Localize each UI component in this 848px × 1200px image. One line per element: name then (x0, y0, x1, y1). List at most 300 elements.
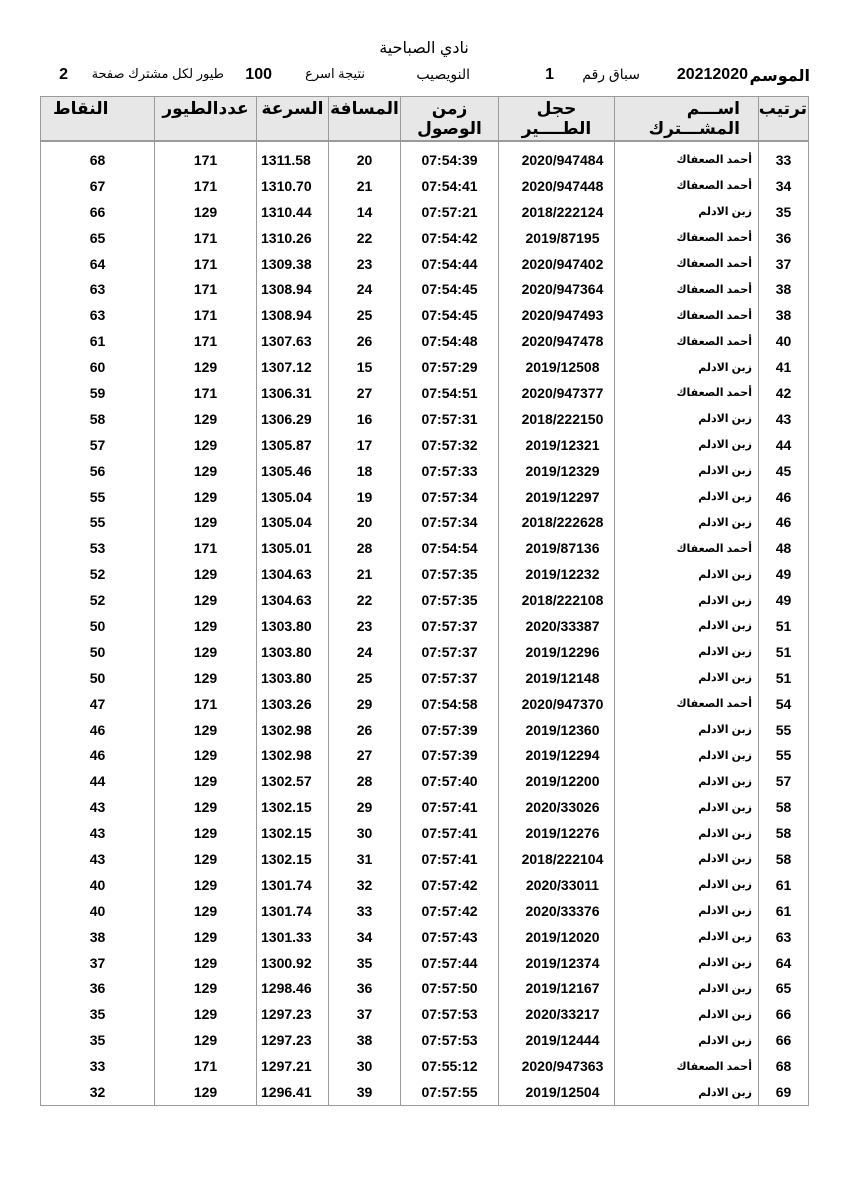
birds-count-cell: 129 (155, 639, 257, 665)
col-header-rank: ترتيب (759, 97, 809, 142)
birds-count-cell: 171 (155, 328, 257, 354)
birds-count-cell: 129 (155, 768, 257, 794)
points-cell: 46 (41, 717, 155, 743)
member-name-cell: زبن الادلم (615, 1027, 759, 1053)
bird-ring-cell: 2019/12148 (499, 665, 615, 691)
rank-cell: 48 (759, 535, 809, 561)
points-cell: 43 (41, 794, 155, 820)
table-row (41, 458, 809, 484)
table-row (41, 380, 809, 406)
rank-cell: 33 (759, 147, 809, 173)
season-label: الموسم (749, 68, 810, 85)
arrival-time-cell: 07:57:33 (401, 458, 499, 484)
rank-cell: 37 (759, 251, 809, 277)
season-value: 20212020 (676, 66, 748, 83)
arrival-time-cell: 07:57:31 (401, 406, 499, 432)
arrival-time-cell: 07:57:34 (401, 509, 499, 535)
bird-ring-cell: 2018/222108 (499, 587, 615, 613)
member-name-cell: زبن الادلم (615, 613, 759, 639)
arrival-time-cell: 07:57:39 (401, 742, 499, 768)
points-cell: 50 (41, 613, 155, 639)
member-name-cell: زبن الادلم (615, 820, 759, 846)
bird-ring-cell: 2020/947448 (499, 173, 615, 199)
table-row (41, 173, 809, 199)
arrival-time-cell: 07:57:43 (401, 924, 499, 950)
bird-ring-cell: 2020/33217 (499, 1001, 615, 1027)
table-row (41, 199, 809, 225)
speed-cell: 1301.74 (257, 872, 329, 898)
distance-cell: 21 (329, 561, 401, 587)
distance-cell: 27 (329, 380, 401, 406)
rank-cell: 49 (759, 587, 809, 613)
speed-cell: 1306.31 (257, 380, 329, 406)
bird-ring-cell: 2019/87136 (499, 535, 615, 561)
birds-count-cell: 171 (155, 225, 257, 251)
birds-count-cell: 171 (155, 173, 257, 199)
points-cell: 67 (41, 173, 155, 199)
points-cell: 58 (41, 406, 155, 432)
points-cell: 57 (41, 432, 155, 458)
arrival-time-cell: 07:57:44 (401, 950, 499, 976)
col-header-points: النقاط (41, 97, 155, 142)
points-cell: 33 (41, 1053, 155, 1079)
rank-cell: 66 (759, 1001, 809, 1027)
arrival-time-cell: 07:57:37 (401, 665, 499, 691)
rank-cell: 44 (759, 432, 809, 458)
birds-count-cell: 129 (155, 199, 257, 225)
rank-cell: 61 (759, 872, 809, 898)
bird-ring-cell: 2019/12329 (499, 458, 615, 484)
speed-cell: 1305.87 (257, 432, 329, 458)
birds-count: 100 (245, 66, 272, 83)
birds-count-cell: 129 (155, 1079, 257, 1105)
arrival-time-cell: 07:54:42 (401, 225, 499, 251)
points-cell: 68 (41, 147, 155, 173)
arrival-time-cell: 07:54:45 (401, 302, 499, 328)
arrival-time-cell: 07:54:54 (401, 535, 499, 561)
points-cell: 53 (41, 535, 155, 561)
arrival-time-cell: 07:57:29 (401, 354, 499, 380)
table-row (41, 484, 809, 510)
arrival-time-cell: 07:57:42 (401, 898, 499, 924)
points-cell: 35 (41, 1027, 155, 1053)
birds-count-cell: 129 (155, 717, 257, 743)
bird-ring-cell: 2019/87195 (499, 225, 615, 251)
rank-cell: 38 (759, 302, 809, 328)
table-row (41, 924, 809, 950)
member-name-cell: زبن الادلم (615, 794, 759, 820)
member-name-cell: زبن الادلم (615, 587, 759, 613)
col-header-bird-ring: حجل الطــــير (499, 97, 615, 142)
birds-count-cell: 129 (155, 613, 257, 639)
bird-ring-cell: 2020/947493 (499, 302, 615, 328)
birds-count-cell: 129 (155, 458, 257, 484)
table-row (41, 406, 809, 432)
member-name-cell: أحمد الصعفاك (615, 380, 759, 406)
points-cell: 66 (41, 199, 155, 225)
bird-ring-cell: 2019/12374 (499, 950, 615, 976)
arrival-time-cell: 07:54:41 (401, 173, 499, 199)
table-row (41, 717, 809, 743)
distance-cell: 27 (329, 742, 401, 768)
table-row (41, 872, 809, 898)
speed-cell: 1303.26 (257, 691, 329, 717)
rank-cell: 36 (759, 225, 809, 251)
points-cell: 52 (41, 587, 155, 613)
result-type: نتيجة اسرع (305, 66, 365, 81)
rank-cell: 40 (759, 328, 809, 354)
member-name-cell: أحمد الصعفاك (615, 251, 759, 277)
table-row (41, 639, 809, 665)
member-name-cell: زبن الادلم (615, 639, 759, 665)
member-name-cell: أحمد الصعفاك (615, 173, 759, 199)
table-row (41, 1001, 809, 1027)
birds-count-cell: 129 (155, 1027, 257, 1053)
points-cell: 40 (41, 898, 155, 924)
points-cell: 43 (41, 846, 155, 872)
speed-cell: 1305.04 (257, 509, 329, 535)
arrival-time-cell: 07:57:53 (401, 1001, 499, 1027)
points-cell: 36 (41, 976, 155, 1002)
distance-cell: 14 (329, 199, 401, 225)
distance-cell: 28 (329, 535, 401, 561)
bird-ring-cell: 2019/12232 (499, 561, 615, 587)
distance-cell: 30 (329, 1053, 401, 1079)
speed-cell: 1309.38 (257, 251, 329, 277)
distance-cell: 23 (329, 613, 401, 639)
points-cell: 47 (41, 691, 155, 717)
col-header-arrival-time: زمن الوصول (401, 97, 499, 142)
arrival-time-cell: 07:57:40 (401, 768, 499, 794)
points-cell: 52 (41, 561, 155, 587)
col-header-birds-count: عددالطيور (155, 97, 257, 142)
member-name-cell: أحمد الصعفاك (615, 276, 759, 302)
table-row (41, 251, 809, 277)
speed-cell: 1310.44 (257, 199, 329, 225)
bird-ring-cell: 2019/12296 (499, 639, 615, 665)
birds-count-cell: 129 (155, 898, 257, 924)
distance-cell: 24 (329, 276, 401, 302)
birds-count-cell: 129 (155, 406, 257, 432)
speed-cell: 1308.94 (257, 302, 329, 328)
member-name-cell: زبن الادلم (615, 924, 759, 950)
race-results-table (40, 96, 809, 1106)
birds-count-cell: 129 (155, 924, 257, 950)
arrival-time-cell: 07:57:41 (401, 794, 499, 820)
member-name-cell: أحمد الصعفاك (615, 302, 759, 328)
distance-cell: 25 (329, 665, 401, 691)
rank-cell: 38 (759, 276, 809, 302)
distance-cell: 25 (329, 302, 401, 328)
distance-cell: 26 (329, 717, 401, 743)
speed-cell: 1310.26 (257, 225, 329, 251)
distance-cell: 22 (329, 587, 401, 613)
member-name-cell: زبن الادلم (615, 846, 759, 872)
bird-ring-cell: 2020/947370 (499, 691, 615, 717)
member-name-cell: زبن الادلم (615, 742, 759, 768)
bird-ring-cell: 2019/12508 (499, 354, 615, 380)
birds-count-cell: 129 (155, 742, 257, 768)
table-row (41, 976, 809, 1002)
table-row (41, 691, 809, 717)
distance-cell: 32 (329, 872, 401, 898)
arrival-time-cell: 07:57:32 (401, 432, 499, 458)
table-row (41, 1079, 809, 1105)
arrival-time-cell: 07:57:41 (401, 846, 499, 872)
distance-cell: 16 (329, 406, 401, 432)
points-cell: 40 (41, 872, 155, 898)
arrival-time-cell: 07:57:39 (401, 717, 499, 743)
bird-ring-cell: 2018/222124 (499, 199, 615, 225)
rank-cell: 58 (759, 820, 809, 846)
bird-ring-cell: 2020/947478 (499, 328, 615, 354)
bird-ring-cell: 2019/12444 (499, 1027, 615, 1053)
birds-count-cell: 171 (155, 380, 257, 406)
distance-cell: 39 (329, 1079, 401, 1105)
bird-ring-cell: 2020/33011 (499, 872, 615, 898)
rank-cell: 69 (759, 1079, 809, 1105)
rank-cell: 46 (759, 484, 809, 510)
distance-cell: 35 (329, 950, 401, 976)
member-name-cell: زبن الادلم (615, 872, 759, 898)
distance-cell: 33 (329, 898, 401, 924)
arrival-time-cell: 07:57:41 (401, 820, 499, 846)
arrival-time-cell: 07:57:34 (401, 484, 499, 510)
rank-cell: 49 (759, 561, 809, 587)
rank-cell: 66 (759, 1027, 809, 1053)
rank-cell: 64 (759, 950, 809, 976)
arrival-time-cell: 07:57:35 (401, 561, 499, 587)
rank-cell: 51 (759, 613, 809, 639)
bird-ring-cell: 2019/12020 (499, 924, 615, 950)
member-name-cell: زبن الادلم (615, 1001, 759, 1027)
speed-cell: 1301.74 (257, 898, 329, 924)
bird-ring-cell: 2019/12360 (499, 717, 615, 743)
bird-ring-cell: 2019/12276 (499, 820, 615, 846)
member-name-cell: زبن الادلم (615, 509, 759, 535)
member-name-cell: زبن الادلم (615, 665, 759, 691)
rank-cell: 34 (759, 173, 809, 199)
points-cell: 50 (41, 639, 155, 665)
bird-ring-cell: 2020/947484 (499, 147, 615, 173)
table-row (41, 768, 809, 794)
points-cell: 60 (41, 354, 155, 380)
arrival-time-cell: 07:54:48 (401, 328, 499, 354)
speed-cell: 1306.29 (257, 406, 329, 432)
member-name-cell: زبن الادلم (615, 950, 759, 976)
speed-cell: 1298.46 (257, 976, 329, 1002)
rank-cell: 54 (759, 691, 809, 717)
arrival-time-cell: 07:57:55 (401, 1079, 499, 1105)
points-cell: 35 (41, 1001, 155, 1027)
speed-cell: 1300.92 (257, 950, 329, 976)
distance-cell: 20 (329, 509, 401, 535)
table-row (41, 742, 809, 768)
birds-count-cell: 171 (155, 251, 257, 277)
speed-cell: 1301.33 (257, 924, 329, 950)
rank-cell: 63 (759, 924, 809, 950)
birds-count-cell: 129 (155, 846, 257, 872)
arrival-time-cell: 07:55:12 (401, 1053, 499, 1079)
distance-cell: 26 (329, 328, 401, 354)
table-row (41, 328, 809, 354)
bird-ring-cell: 2020/947377 (499, 380, 615, 406)
arrival-time-cell: 07:57:21 (401, 199, 499, 225)
member-name-cell: زبن الادلم (615, 1079, 759, 1105)
distance-cell: 17 (329, 432, 401, 458)
speed-cell: 1305.46 (257, 458, 329, 484)
speed-cell: 1297.23 (257, 1027, 329, 1053)
table-row (41, 665, 809, 691)
member-name-cell: أحمد الصعفاك (615, 225, 759, 251)
rank-cell: 65 (759, 976, 809, 1002)
arrival-time-cell: 07:57:42 (401, 872, 499, 898)
arrival-time-cell: 07:54:45 (401, 276, 499, 302)
arrival-time-cell: 07:54:51 (401, 380, 499, 406)
birds-count-cell: 129 (155, 561, 257, 587)
speed-cell: 1304.63 (257, 587, 329, 613)
rank-cell: 46 (759, 509, 809, 535)
member-name-cell: زبن الادلم (615, 898, 759, 924)
speed-cell: 1296.41 (257, 1079, 329, 1105)
rank-cell: 68 (759, 1053, 809, 1079)
birds-count-cell: 129 (155, 509, 257, 535)
rank-cell: 51 (759, 665, 809, 691)
speed-cell: 1302.98 (257, 717, 329, 743)
rank-cell: 51 (759, 639, 809, 665)
col-header-member-name: اســـم المشـــترك (615, 97, 759, 142)
points-cell: 38 (41, 924, 155, 950)
bird-ring-cell: 2019/12167 (499, 976, 615, 1002)
bird-ring-cell: 2019/12504 (499, 1079, 615, 1105)
speed-cell: 1297.23 (257, 1001, 329, 1027)
birds-count-cell: 171 (155, 691, 257, 717)
col-header-distance: المسافة (329, 97, 401, 142)
rank-cell: 42 (759, 380, 809, 406)
race-label: سباق رقم (582, 66, 640, 82)
points-cell: 61 (41, 328, 155, 354)
birds-count-cell: 129 (155, 976, 257, 1002)
member-name-cell: أحمد الصعفاك (615, 1053, 759, 1079)
table-row (41, 509, 809, 535)
bird-ring-cell: 2018/222150 (499, 406, 615, 432)
table-row (41, 561, 809, 587)
birds-count-cell: 171 (155, 276, 257, 302)
distance-cell: 36 (329, 976, 401, 1002)
birds-count-cell: 129 (155, 484, 257, 510)
bird-ring-cell: 2020/947364 (499, 276, 615, 302)
table-row (41, 794, 809, 820)
distance-cell: 37 (329, 1001, 401, 1027)
table-row (41, 846, 809, 872)
birds-per-member-label: طيور لكل مشترك صفحة (91, 66, 224, 81)
points-cell: 37 (41, 950, 155, 976)
table-row (41, 950, 809, 976)
table-row (41, 1053, 809, 1079)
speed-cell: 1310.70 (257, 173, 329, 199)
bird-ring-cell: 2018/222628 (499, 509, 615, 535)
member-name-cell: زبن الادلم (615, 768, 759, 794)
member-name-cell: زبن الادلم (615, 354, 759, 380)
points-cell: 32 (41, 1079, 155, 1105)
table-row (41, 613, 809, 639)
arrival-time-cell: 07:57:50 (401, 976, 499, 1002)
distance-cell: 20 (329, 147, 401, 173)
race-info-header (40, 66, 810, 92)
birds-count-cell: 129 (155, 820, 257, 846)
race-number: 1 (545, 66, 554, 83)
page-number: 2 (59, 66, 68, 83)
points-cell: 46 (41, 742, 155, 768)
table-row (41, 276, 809, 302)
rank-cell: 61 (759, 898, 809, 924)
speed-cell: 1311.58 (257, 147, 329, 173)
rank-cell: 35 (759, 199, 809, 225)
table-row (41, 1027, 809, 1053)
table-row (41, 820, 809, 846)
birds-count-cell: 171 (155, 535, 257, 561)
member-name-cell: أحمد الصعفاك (615, 147, 759, 173)
speed-cell: 1304.63 (257, 561, 329, 587)
distance-cell: 24 (329, 639, 401, 665)
bird-ring-cell: 2020/947363 (499, 1053, 615, 1079)
speed-cell: 1302.57 (257, 768, 329, 794)
member-name-cell: زبن الادلم (615, 976, 759, 1002)
distance-cell: 23 (329, 251, 401, 277)
arrival-time-cell: 07:57:53 (401, 1027, 499, 1053)
distance-cell: 29 (329, 794, 401, 820)
table-row (41, 587, 809, 613)
bird-ring-cell: 2020/33387 (499, 613, 615, 639)
distance-cell: 34 (329, 924, 401, 950)
bird-ring-cell: 2020/947402 (499, 251, 615, 277)
speed-cell: 1303.80 (257, 613, 329, 639)
speed-cell: 1307.63 (257, 328, 329, 354)
distance-cell: 15 (329, 354, 401, 380)
arrival-time-cell: 07:54:39 (401, 147, 499, 173)
member-name-cell: أحمد الصعفاك (615, 691, 759, 717)
points-cell: 43 (41, 820, 155, 846)
speed-cell: 1303.80 (257, 639, 329, 665)
birds-count-cell: 129 (155, 950, 257, 976)
distance-cell: 19 (329, 484, 401, 510)
rank-cell: 58 (759, 794, 809, 820)
distance-cell: 28 (329, 768, 401, 794)
member-name-cell: زبن الادلم (615, 484, 759, 510)
birds-count-cell: 129 (155, 872, 257, 898)
bird-ring-cell: 2019/12200 (499, 768, 615, 794)
rank-cell: 55 (759, 742, 809, 768)
member-name-cell: زبن الادلم (615, 432, 759, 458)
bird-ring-cell: 2018/222104 (499, 846, 615, 872)
speed-cell: 1303.80 (257, 665, 329, 691)
speed-cell: 1302.15 (257, 794, 329, 820)
birds-count-cell: 129 (155, 587, 257, 613)
distance-cell: 30 (329, 820, 401, 846)
points-cell: 65 (41, 225, 155, 251)
table-row (41, 432, 809, 458)
arrival-time-cell: 07:57:35 (401, 587, 499, 613)
speed-cell: 1302.15 (257, 846, 329, 872)
speed-cell: 1302.98 (257, 742, 329, 768)
speed-cell: 1308.94 (257, 276, 329, 302)
club-title: نادي الصباحية (379, 40, 469, 57)
member-name-cell: زبن الادلم (615, 717, 759, 743)
table-row (41, 302, 809, 328)
points-cell: 55 (41, 484, 155, 510)
rank-cell: 58 (759, 846, 809, 872)
table-row (41, 535, 809, 561)
